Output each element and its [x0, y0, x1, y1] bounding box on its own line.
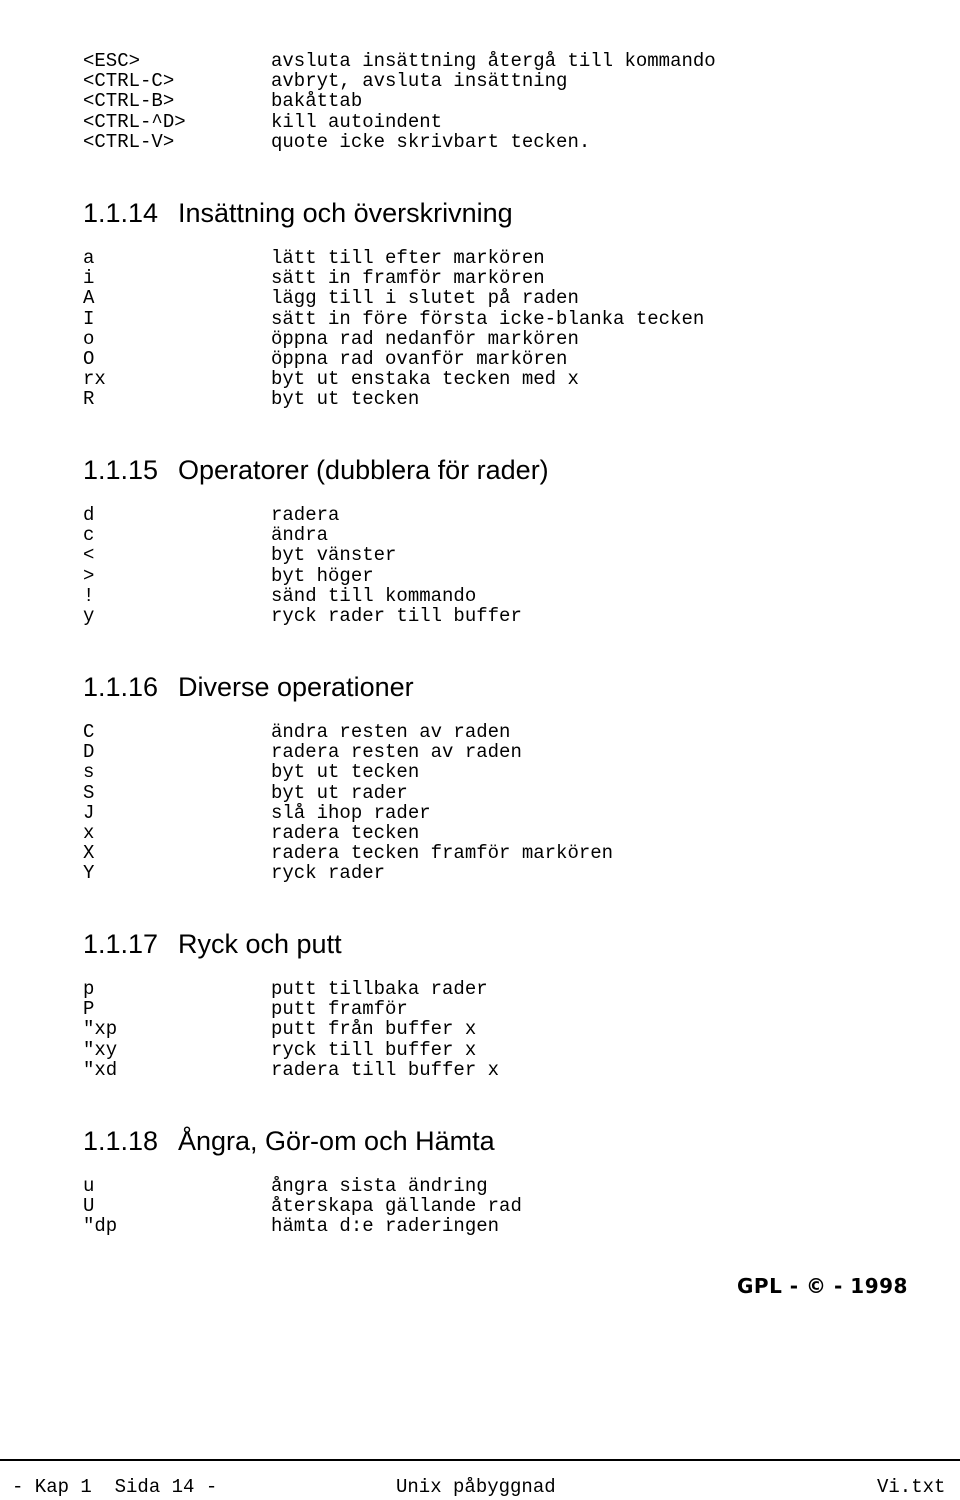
desc-cell: ändra resten av raden	[271, 721, 511, 743]
key-cell: "dp	[83, 1215, 118, 1238]
section-heading	[83, 454, 549, 486]
table-row	[83, 1196, 522, 1216]
desc-cell: putt tillbaka rader	[271, 978, 488, 1000]
desc-cell: byt vänster	[271, 544, 397, 567]
key-cell: p	[83, 978, 95, 1000]
section-title: Operatorer (dubblera för rader)	[178, 455, 549, 485]
table-row	[83, 1040, 499, 1060]
desc-cell: byt ut tecken	[271, 761, 420, 784]
key-cell: <	[83, 544, 95, 567]
key-cell: A	[83, 287, 95, 310]
key-cell: <ESC>	[83, 50, 141, 72]
gpl-copyright-mark: GPL - © - 1998	[737, 1274, 908, 1298]
section-number: 1.1.17	[83, 929, 159, 959]
table-row	[83, 91, 716, 111]
key-cell: Y	[83, 862, 95, 885]
desc-cell: öppna rad nedanför markören	[271, 327, 579, 350]
table-row	[83, 1216, 522, 1236]
desc-cell: avsluta insättning återgå till kommando	[271, 50, 716, 72]
desc-cell: sänd till kommando	[271, 584, 477, 607]
table-row	[83, 71, 716, 91]
section-title: Ångra, Gör-om och Hämta	[178, 1126, 495, 1156]
key-cell: <CTRL-C>	[83, 70, 175, 93]
table-row	[83, 268, 704, 288]
table-row	[83, 132, 716, 152]
table-row	[83, 742, 613, 762]
table-row	[83, 803, 613, 823]
desc-cell: radera tecken	[271, 821, 420, 844]
table-row	[83, 1019, 499, 1039]
desc-cell: kill autoindent	[271, 110, 443, 133]
section-heading	[83, 928, 342, 960]
key-cell: "xp	[83, 1018, 118, 1041]
key-table-operators	[83, 505, 522, 626]
desc-cell: öppna rad ovanför markören	[271, 347, 568, 370]
desc-cell: ryck rader till buffer	[271, 604, 522, 627]
table-row	[83, 762, 613, 782]
footer-right: Vi.txt	[877, 1476, 946, 1498]
key-cell: >	[83, 564, 95, 587]
table-row	[83, 51, 716, 71]
desc-cell: putt från buffer x	[271, 1018, 477, 1041]
section-number: 1.1.18	[83, 1126, 159, 1156]
table-row	[83, 1176, 522, 1196]
desc-cell: lägg till i slutet på raden	[271, 287, 579, 310]
desc-cell: ändra	[271, 524, 329, 547]
section-title: Ryck och putt	[178, 929, 342, 959]
table-row	[83, 1060, 499, 1080]
desc-cell: byt ut rader	[271, 781, 408, 804]
desc-cell: byt ut enstaka tecken med x	[271, 368, 579, 391]
key-table-misc-operations	[83, 722, 613, 884]
key-cell: "xy	[83, 1038, 118, 1061]
footer-divider	[0, 1459, 960, 1461]
section-number: 1.1.15	[83, 455, 159, 485]
key-cell: P	[83, 998, 95, 1021]
key-cell: s	[83, 761, 95, 784]
table-row	[83, 606, 522, 626]
table-row	[83, 248, 704, 268]
table-row	[83, 329, 704, 349]
table-row	[83, 545, 522, 565]
desc-cell: byt ut tecken	[271, 388, 420, 411]
table-row	[83, 783, 613, 803]
table-row	[83, 722, 613, 742]
desc-cell: sätt in före första icke-blanka tecken	[271, 307, 705, 330]
key-cell: "xd	[83, 1058, 118, 1081]
desc-cell: quote icke skrivbart tecken.	[271, 130, 591, 153]
section-number: 1.1.16	[83, 672, 159, 702]
table-row	[83, 505, 522, 525]
section-title: Diverse operationer	[178, 672, 414, 702]
section-title: Insättning och överskrivning	[178, 198, 513, 228]
desc-cell: putt framför	[271, 998, 408, 1021]
desc-cell: radera resten av raden	[271, 741, 522, 764]
footer-left: - Kap 1 Sida 14 -	[12, 1476, 218, 1498]
desc-cell: slå ihop rader	[271, 801, 431, 824]
section-heading	[83, 671, 414, 703]
key-cell: d	[83, 504, 95, 526]
key-cell: c	[83, 524, 95, 547]
table-row	[83, 823, 613, 843]
section-number: 1.1.14	[83, 198, 159, 228]
key-table-undo-redo	[83, 1176, 522, 1237]
key-cell: <CTRL-^D>	[83, 110, 186, 133]
key-table-yank-put	[83, 979, 499, 1080]
desc-cell: återskapa gällande rad	[271, 1195, 522, 1218]
key-cell: i	[83, 267, 95, 290]
key-cell: D	[83, 741, 95, 764]
key-cell: J	[83, 801, 95, 824]
key-cell: rx	[83, 368, 106, 391]
desc-cell: ångra sista ändring	[271, 1175, 488, 1197]
table-row	[83, 112, 716, 132]
key-cell: S	[83, 781, 95, 804]
table-row	[83, 843, 613, 863]
key-cell: I	[83, 307, 95, 330]
desc-cell: sätt in framför markören	[271, 267, 545, 290]
desc-cell: radera till buffer x	[271, 1058, 500, 1081]
table-row	[83, 369, 704, 389]
desc-cell: bakåttab	[271, 90, 363, 113]
key-cell: C	[83, 721, 95, 743]
key-table-insert-overwrite	[83, 248, 704, 410]
table-row	[83, 999, 499, 1019]
key-table-insert-mode-keys	[83, 51, 716, 152]
key-cell: !	[83, 584, 95, 607]
table-row	[83, 309, 704, 329]
key-cell: o	[83, 327, 95, 350]
key-cell: y	[83, 604, 95, 627]
key-cell: U	[83, 1195, 95, 1218]
key-cell: R	[83, 388, 95, 411]
key-cell: <CTRL-V>	[83, 130, 175, 153]
key-cell: X	[83, 842, 95, 865]
section-heading	[83, 1125, 495, 1157]
desc-cell: lätt till efter markören	[271, 247, 545, 269]
key-cell: u	[83, 1175, 95, 1197]
table-row	[83, 389, 704, 409]
key-cell: a	[83, 247, 95, 269]
table-row	[83, 979, 499, 999]
table-row	[83, 566, 522, 586]
table-row	[83, 288, 704, 308]
key-cell: O	[83, 347, 95, 370]
key-cell: x	[83, 821, 95, 844]
footer-center: Unix påbyggnad	[396, 1476, 556, 1498]
table-row	[83, 525, 522, 545]
section-heading	[83, 197, 513, 229]
table-row	[83, 863, 613, 883]
desc-cell: ryck till buffer x	[271, 1038, 477, 1061]
desc-cell: hämta d:e raderingen	[271, 1215, 500, 1238]
desc-cell: ryck rader	[271, 862, 386, 885]
desc-cell: radera tecken framför markören	[271, 842, 614, 865]
desc-cell: avbryt, avsluta insättning	[271, 70, 568, 93]
table-row	[83, 586, 522, 606]
desc-cell: byt höger	[271, 564, 374, 587]
key-cell: <CTRL-B>	[83, 90, 175, 113]
desc-cell: radera	[271, 504, 340, 526]
table-row	[83, 349, 704, 369]
